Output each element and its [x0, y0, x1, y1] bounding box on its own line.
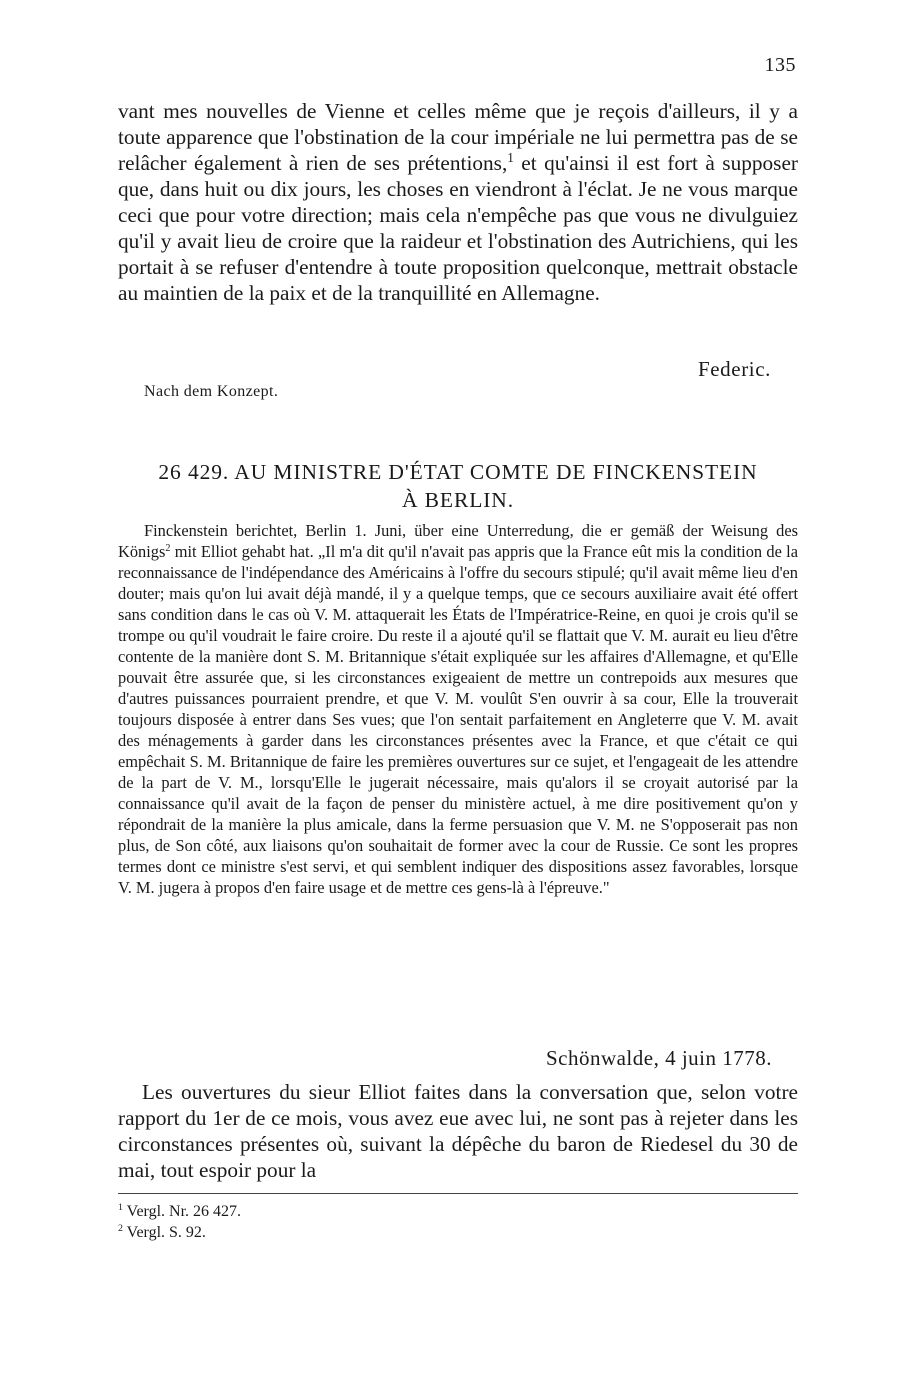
summary-text-part-2: mit Elliot gehabt hat. „Il m'a dit qu'il n'avait pas appris que la France eût mis la condition de la reconnaissance de l'indépendance des Américains à l'offre du secours stipulé; qu'il avait même lieu d'en douter; mais qu'on lui avait déjà mandé, il y a quelque temps, que ce secours auxiliaire avait été offert sans condition dans le cas où V. M. attaquerait les États de l'Impératrice-Reine, en quoi je crois qu'il se trompe ou qu'il voudrait le faire croire. Du reste il a ajouté qu'il se flattait que V. M. aurait eu lieu d'être contente de la manière dont S. M. Britannique s'était expliquée sur les affaires d'Allemagne, et qu'Elle pouvait être assurée que, si les circonstances exigeaient de mettre un contrepoids aux mesures que d'autres puissances pourraient prendre, et que V. M. voulût S'en ouvrir à sa cour, Elle la trouverait toujours disposée à entrer dans Ses vues; que l'on sentait parfaitement en Angleterre que V. M. avait des ménagements à garder dans les circonstances présentes avec la France, et que c'était ce qui empêchait S. M. Britannique de faire les premières ouvertures sur ce sujet, et l'engageait de les attendre de la part de V. M., lorsqu'Elle le jugerait nécessaire, mais qu'alors il se croyait autorisé par la connaissance qu'il avait de la façon de penser du ministère actuel, à me dire positivement qu'on y répondrait de la manière la plus amicale, dans la ferme persuasion que V. M. ne S'opposerait pas non plus, de Son côté, aux liaisons qu'on souhaitait de former avec la cour de Russie. Ce sont les propres termes dont ce ministre s'est servi, et qui semblent indiquer des dispositions assez favorables, lorsque V. M. jugera à propos d'en faire usage et de mettre ces gens-là à l'épreuve." — [118, 542, 798, 897]
document-heading — [118, 458, 798, 514]
footnote-ref-2[interactable]: 2 — [165, 542, 171, 554]
dateline: Schönwalde, 4 juin 1778. — [545, 1046, 772, 1070]
footnote-marker: 2 — [118, 1223, 123, 1235]
document-heading-line-1: 26 429. AU MINISTRE D'ÉTAT COMTE DE FINCKENSTEIN — [158, 460, 758, 484]
footnotes — [118, 1201, 241, 1243]
signature: Federic. — [697, 357, 771, 381]
footnote-marker: 1 — [118, 1202, 123, 1214]
continuation-paragraph — [118, 98, 798, 306]
footnote-text: Vergl. Nr. 26 427. — [122, 1203, 242, 1220]
document-heading-line-2: À BERLIN. — [401, 488, 514, 512]
continuation-text: vant mes nouvelles de Vienne et celles même que je reçois d'ailleurs, il y a toute apparence que l'obstination de la cour impériale ne lui permettra pas de se relâcher également à rien de ses prétentions, — [118, 99, 798, 175]
document-summary — [118, 520, 798, 898]
footnote-2 — [118, 1222, 241, 1243]
footnote-ref-1[interactable]: 1 — [507, 150, 514, 166]
footnote-1 — [118, 1201, 241, 1222]
footnote-text: Vergl. S. 92. — [122, 1224, 206, 1241]
source-note: Nach dem Konzept. — [144, 383, 279, 400]
summary-text-part-1: Finckenstein berichtet, Berlin 1. Juni, über eine Unterredung, die er gemäß der Weisung des Königs — [118, 521, 798, 561]
page-number: 135 — [764, 54, 796, 76]
letter-text: Les ouvertures du sieur Elliot faites dans la conversation que, selon votre rapport du 1er de ce mois, vous avez eue avec lui, ne sont pas à rejeter dans les circonstances présentes où, suivant la dépêche du baron de Riedesel du 30 de mai, tout espoir pour la — [118, 1080, 798, 1182]
continuation-text-rest: et qu'ainsi il est fort à supposer que, dans huit ou dix jours, les choses en viendront à l'éclat. Je ne vous marque ceci que pour votre direction; mais cela n'empêche pas que vous ne divulguiez qu'il y avait lieu de croire que la raideur et l'obstination des Autrichiens, qui les portait à se refuser d'entendre à toute proposition quelconque, mettrait obstacle au maintien de la paix et de la tranquillité en Allemagne. — [118, 151, 798, 305]
footnote-divider — [118, 1193, 798, 1194]
